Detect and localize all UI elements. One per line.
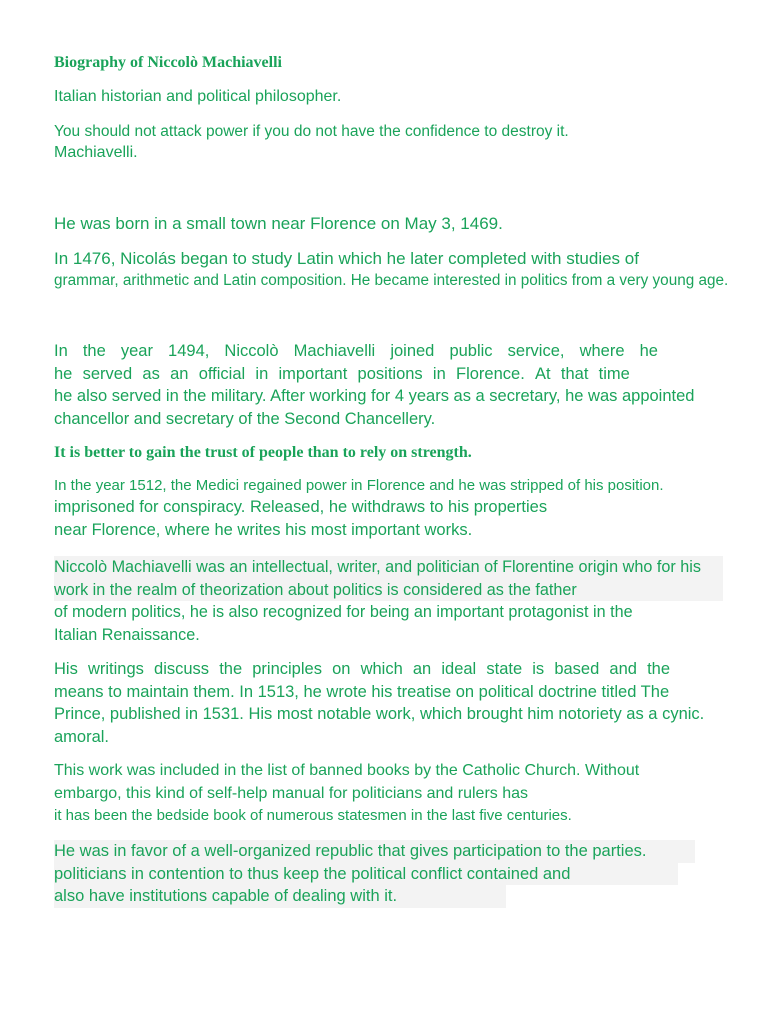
document-subtitle: Italian historian and political philosopher. [54,88,342,105]
medici-paragraph [54,475,664,542]
quote-attribution: Machiavelli. [54,144,138,161]
paragraph-line: amoral. [54,728,110,747]
word: and [609,660,637,678]
word: in [432,364,446,383]
paragraph-line: This work was included in the list of banned books by the Catholic Church. Without [54,762,640,779]
word: important [278,364,348,383]
word: based [554,660,600,678]
word: positions [357,364,423,383]
word: principles [252,660,322,678]
word: His [54,660,78,678]
word: ideal [441,660,477,678]
republic-paragraph [54,840,695,908]
word: the [647,660,670,678]
paragraph-line: grammar, arithmetic and Latin composition. He became interested in politics from a very young age. [54,272,729,289]
study-paragraph [54,248,728,291]
word: Florence. [456,364,525,383]
word: time [598,364,630,383]
paragraph-line: In 1476, Nicolás began to study Latin which he later completed with studies of [54,249,639,268]
word: he [54,364,73,383]
word: which [360,660,403,678]
highlighted-line: Niccolò Machiavelli was an intellectual, writer, and politician of Florentine origin who for his [54,556,723,579]
paragraph-line: it has been the bedside book of numerous statesmen in the last five centuries. [54,807,572,824]
word: year [120,342,153,360]
paragraph-line: Italian Renaissance. [54,626,200,645]
paragraph-line: chancellor and secretary of the Second Chancellery. [54,409,436,428]
word: the [219,660,243,678]
word: 1494, [168,342,210,360]
word: In [54,342,68,360]
word: At [535,364,551,383]
word: served [82,364,133,383]
word: writings [87,660,144,678]
word: where [579,342,625,360]
paragraph-line: In the year 1512, the Medici regained power in Florence and he was stripped of his position. [54,477,664,494]
word: service, [507,342,565,360]
highlighted-line: politicians in contention to thus keep the political conflict contained and [54,863,678,886]
word: that [560,364,589,383]
word: Niccolò [224,342,279,360]
word: Machiavelli [293,342,376,360]
word: state [486,660,523,678]
quote-paragraph [54,121,569,163]
word: is [532,660,545,678]
trust-quote: It is better to gain the trust of people than to rely on strength. [54,444,472,461]
word: joined [390,342,435,360]
paragraph-line: of modern politics, he is also recognized for being an important protagonist in the [54,603,633,622]
word: official [198,364,246,383]
paragraph-line-justified [54,363,630,386]
writings-paragraph [54,658,704,749]
intellectual-paragraph [54,556,723,647]
word: public [449,342,493,360]
highlighted-line: work in the realm of theorization about politics is considered as the father [54,579,723,602]
quote-text-line: You should not attack power if you do not have the confidence to destroy it. [54,123,569,140]
word: on [332,660,351,678]
paragraph-line-justified [54,340,658,363]
paragraph-line: he also served in the military. After working for 4 years as a secretary, he was appointed [54,387,695,405]
word: an [170,364,189,383]
word: he [639,342,658,360]
paragraph-line: imprisoned for conspiracy. Released, he withdraws to his properties [54,498,548,516]
paragraph-line: embargo, this kind of self-help manual for politicians and rulers has [54,784,529,802]
highlighted-line: also have institutions capable of dealing with it. [54,885,506,908]
word: discuss [154,660,210,678]
paragraph-line: means to maintain them. In 1513, he wrote his treatise on political doctrine titled The [54,682,670,701]
word: an [412,660,432,678]
word: in [255,364,269,383]
highlighted-line: He was in favor of a well-organized republic that gives participation to the parties. [54,840,695,863]
document-title: Biography of Niccolò Machiavelli [54,54,282,71]
word: as [142,364,160,383]
birth-paragraph: He was born in a small town near Florence on May 3, 1469. [54,214,503,233]
paragraph-line: Prince, published in 1531. His most notable work, which brought him notoriety as a cynic. [54,705,705,724]
word: the [82,342,106,360]
paragraph-line-justified [54,658,670,681]
paragraph-line: near Florence, where he writes his most important works. [54,521,473,539]
public-service-paragraph [54,340,694,430]
banned-books-paragraph [54,760,639,828]
